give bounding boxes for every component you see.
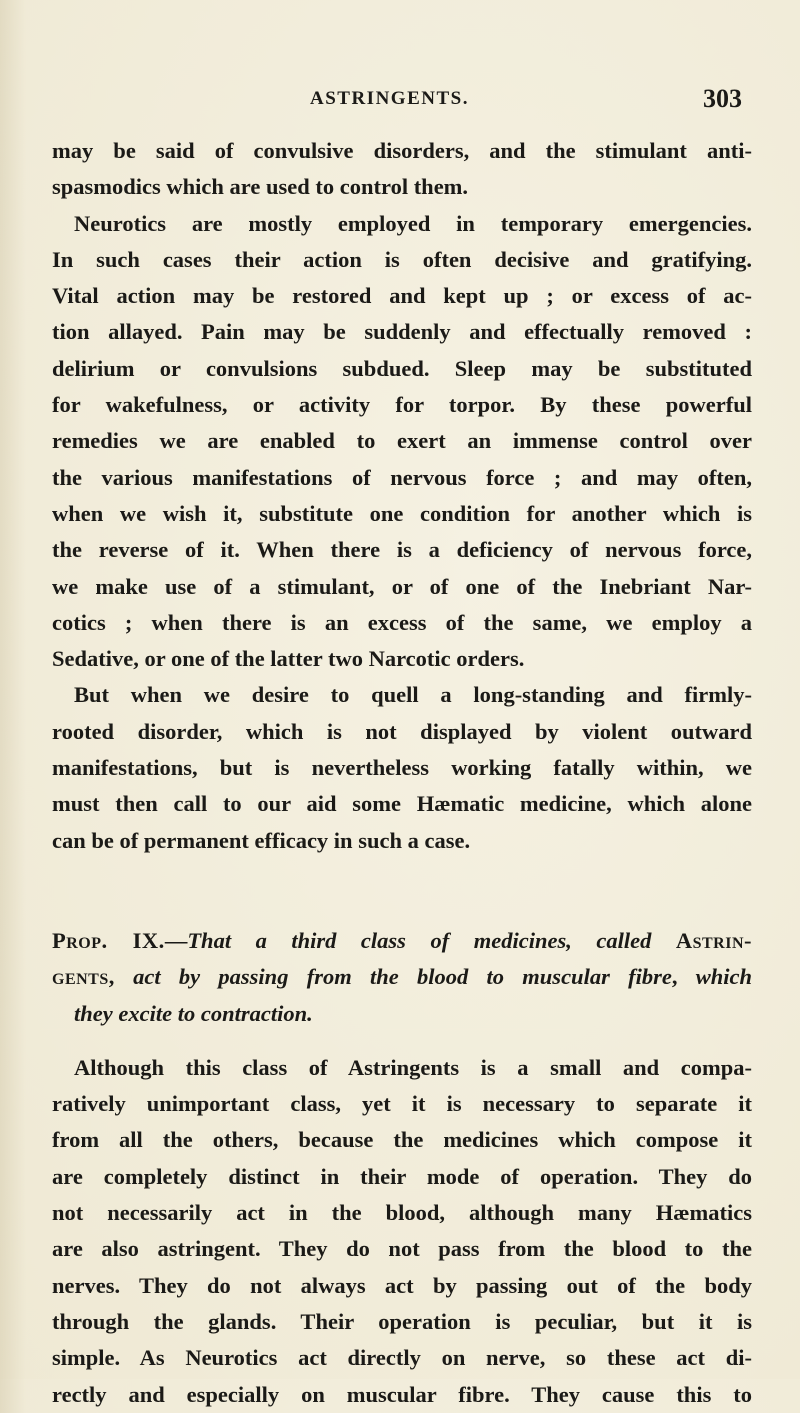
proposition-text: act by passing from the blood to muscular fibre <box>133 964 672 990</box>
text-line: But when we desire to quell a long-standing and firmly- <box>74 682 752 708</box>
text-line: we make use of a stimulant, or of one of the Inebriant Nar- <box>52 573 752 599</box>
proposition-line <box>52 923 752 959</box>
text-line: spasmodics which are used to control them. <box>52 174 469 200</box>
proposition-term: gents, <box>52 964 115 990</box>
proposition-term: Astrin- <box>675 927 753 953</box>
text-line: delirium or convulsions subdued. Sleep may be substituted <box>52 355 752 381</box>
text-line: must then call to our aid some Hæmatic medicine, which alone <box>52 791 752 817</box>
text-line: remedies we are enabled to exert an immense control over <box>52 428 752 454</box>
text-line: are also astringent. They do not pass from the blood to the <box>52 1236 752 1262</box>
text-line: ratively unimportant class, yet it is necessary to separate it <box>52 1091 752 1117</box>
paragraph-4 <box>52 1050 752 1413</box>
text-line: the reverse of it. When there is a deficiency of nervous force, <box>52 537 752 563</box>
text-line: can be of permanent efficacy in such a case. <box>52 827 471 853</box>
text-line: nerves. They do not always act by passing out of the body <box>52 1272 752 1298</box>
text-line: are completely distinct in their mode of operation. They do <box>52 1163 752 1189</box>
text-line: through the glands. Their operation is peculiar, but it is <box>52 1308 752 1334</box>
text-line: manifestations, but is nevertheless working fatally within, we <box>52 755 752 781</box>
proposition-dash: — <box>164 927 188 953</box>
text-line: Sedative, or one of the latter two Narcotic orders. <box>52 646 525 672</box>
body-text <box>52 133 752 1413</box>
text-line: may be said of convulsive disorders, and the stimulant anti- <box>52 138 752 163</box>
paragraph-3 <box>52 677 752 858</box>
proposition-block <box>52 923 752 1032</box>
proposition-text: which <box>695 964 753 990</box>
proposition-comma: , <box>671 964 678 990</box>
text-line: when we wish it, substitute one condition for another which is <box>52 500 752 526</box>
text-line: Although this class of Astringents is a small and compa- <box>74 1054 752 1080</box>
text-line: tion allayed. Pain may be suddenly and effectually removed : <box>52 319 752 345</box>
page-number: 303 <box>703 84 742 113</box>
text-line: not necessarily act in the blood, although many Hæmatics <box>52 1200 752 1226</box>
text-line: from all the others, because the medicines which compose it <box>52 1127 752 1153</box>
proposition-label: Prop. IX. <box>52 927 165 953</box>
text-line: cotics ; when there is an excess of the same, we employ a <box>52 609 752 635</box>
text-line: In such cases their action is often decisive and gratifying. <box>52 246 752 272</box>
proposition-line <box>52 996 752 1032</box>
proposition-line <box>52 959 752 995</box>
paragraph-2 <box>52 206 752 678</box>
text-line: the various manifestations of nervous force ; and may often, <box>52 464 752 490</box>
paragraph-1 <box>52 133 752 206</box>
running-head <box>0 84 800 118</box>
text-line: for wakefulness, or activity for torpor. By these powerful <box>52 392 752 418</box>
proposition-text: That a third class of medicines, called <box>187 927 652 953</box>
proposition-text: they excite to contraction. <box>74 1000 313 1026</box>
text-line: simple. As Neurotics act directly on nerve, so these act di- <box>52 1345 752 1371</box>
text-line: rectly and especially on muscular fibre. They cause this to <box>52 1381 752 1407</box>
running-title: ASTRINGENTS. <box>310 88 469 109</box>
text-line: Neurotics are mostly employed in temporary emergencies. <box>74 210 752 236</box>
text-line: Vital action may be restored and kept up ; or excess of ac- <box>52 283 752 309</box>
text-line: rooted disorder, which is not displayed by violent outward <box>52 718 752 744</box>
